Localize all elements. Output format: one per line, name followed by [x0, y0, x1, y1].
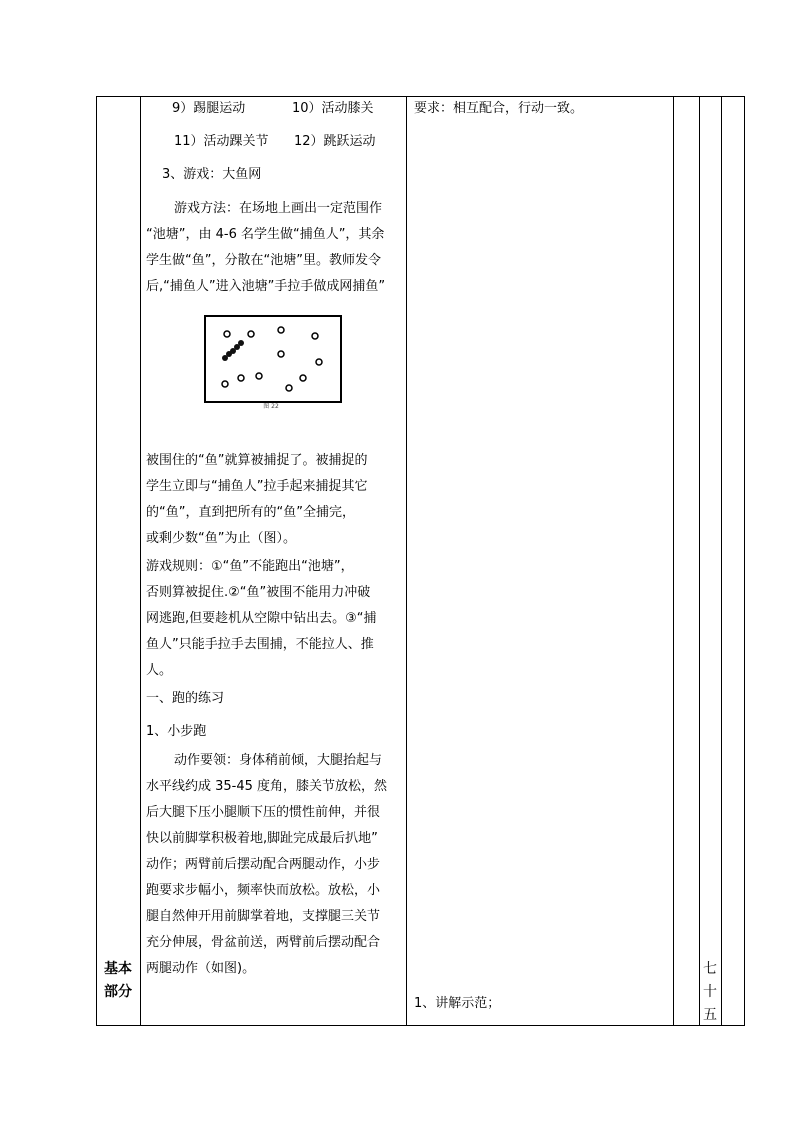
section-label-line: 部分 [104, 984, 132, 1000]
game-method-paragraph [146, 196, 385, 300]
exercise-item-9: 9）踢腿运动 [172, 101, 246, 116]
game-method-line: 后,“捕鱼人”进入池塘”手拉手做成网捕鱼” [146, 279, 386, 294]
table-border-col2 [406, 96, 407, 1026]
small-step-heading: 1、小步跑 [146, 724, 207, 739]
action-line: 动作；两臂前后摆动配合两腿动作，小步 [146, 857, 381, 872]
table-border-left [96, 96, 97, 1026]
rules-line: 人。 [146, 663, 173, 678]
table-bottom-border [96, 1025, 745, 1026]
rules-line: 游戏规则：①“鱼”不能跑出“池塘”， [146, 559, 354, 574]
time-label-char: 七 [703, 961, 717, 977]
rules-line: 鱼人”只能手拉手去围捕，不能拉人、推 [146, 637, 374, 652]
rules-paragraph [146, 554, 377, 684]
action-line: 充分伸展，骨盆前送，两臂前后摆动配合 [146, 935, 381, 950]
exercise-item-11: 11）活动踝关节 [174, 134, 269, 149]
action-line: 跑要求步幅小，频率快而放松。放松，小 [146, 883, 381, 898]
time-label-char: 十 [703, 984, 717, 1000]
time-label [699, 958, 721, 1027]
action-line: 快以前脚掌积极着地,脚趾完成最后扒地” [146, 831, 378, 846]
caught-line: 的“鱼”，直到把所有的“鱼”全捕完， [146, 505, 355, 520]
rules-line: 网逃跑,但要趁机从空隙中钻出去。③“捕 [146, 611, 377, 626]
action-line: 腿自然伸开用前脚掌着地，支撑腿三关节 [146, 909, 381, 924]
action-line: 两腿动作（如图)。 [146, 961, 256, 976]
action-line: 后大腿下压小腿顺下压的惯性前伸，并很 [146, 805, 381, 820]
fishing-net-diagram [203, 314, 345, 410]
game-title: 3、游戏：大鱼网 [162, 167, 262, 182]
table-border-col4 [699, 96, 700, 1026]
teaching-method-text: 1、讲解示范； [414, 996, 501, 1011]
exercise-item-10: 10）活动膝关 [292, 101, 374, 116]
table-top-border [96, 96, 745, 97]
table-border-col5 [721, 96, 722, 1026]
caught-line: 学生立即与“捕鱼人”拉手起来捕捉其它 [146, 479, 368, 494]
game-method-line: “池塘”，由 4-6 名学生做“捕鱼人”，其余 [146, 227, 385, 242]
action-line: 动作要领：身体稍前倾，大腿抬起与 [174, 753, 383, 768]
requirement-text: 要求：相互配合，行动一致。 [414, 101, 584, 116]
action-paragraph [146, 748, 387, 982]
time-label-char: 五 [703, 1007, 717, 1023]
rules-line: 否则算被捉住.②“鱼”被围不能用力冲破 [146, 585, 371, 600]
table-border-right [744, 96, 745, 1026]
game-method-line: 游戏方法：在场地上画出一定范围作 [174, 201, 383, 216]
caught-line: 被围住的“鱼”就算被捕捉了。被捕捉的 [146, 453, 368, 468]
figure-caption: 图 22 [263, 403, 279, 410]
caught-paragraph [146, 448, 367, 552]
table-border-col1 [140, 96, 141, 1026]
run-heading: 一、跑的练习 [146, 691, 225, 706]
table-border-col3 [673, 96, 674, 1026]
section-label [96, 958, 140, 1004]
section-label-line: 基本 [104, 961, 132, 977]
caught-line: 或剩少数“鱼”为止（图）。 [146, 531, 296, 546]
game-method-line: 学生做“鱼”，分散在“池塘”里。教师发令 [146, 253, 381, 268]
exercise-item-12: 12）跳跃运动 [294, 134, 376, 149]
action-line: 水平线约成 35-45 度角，膝关节放松，然 [146, 779, 388, 794]
